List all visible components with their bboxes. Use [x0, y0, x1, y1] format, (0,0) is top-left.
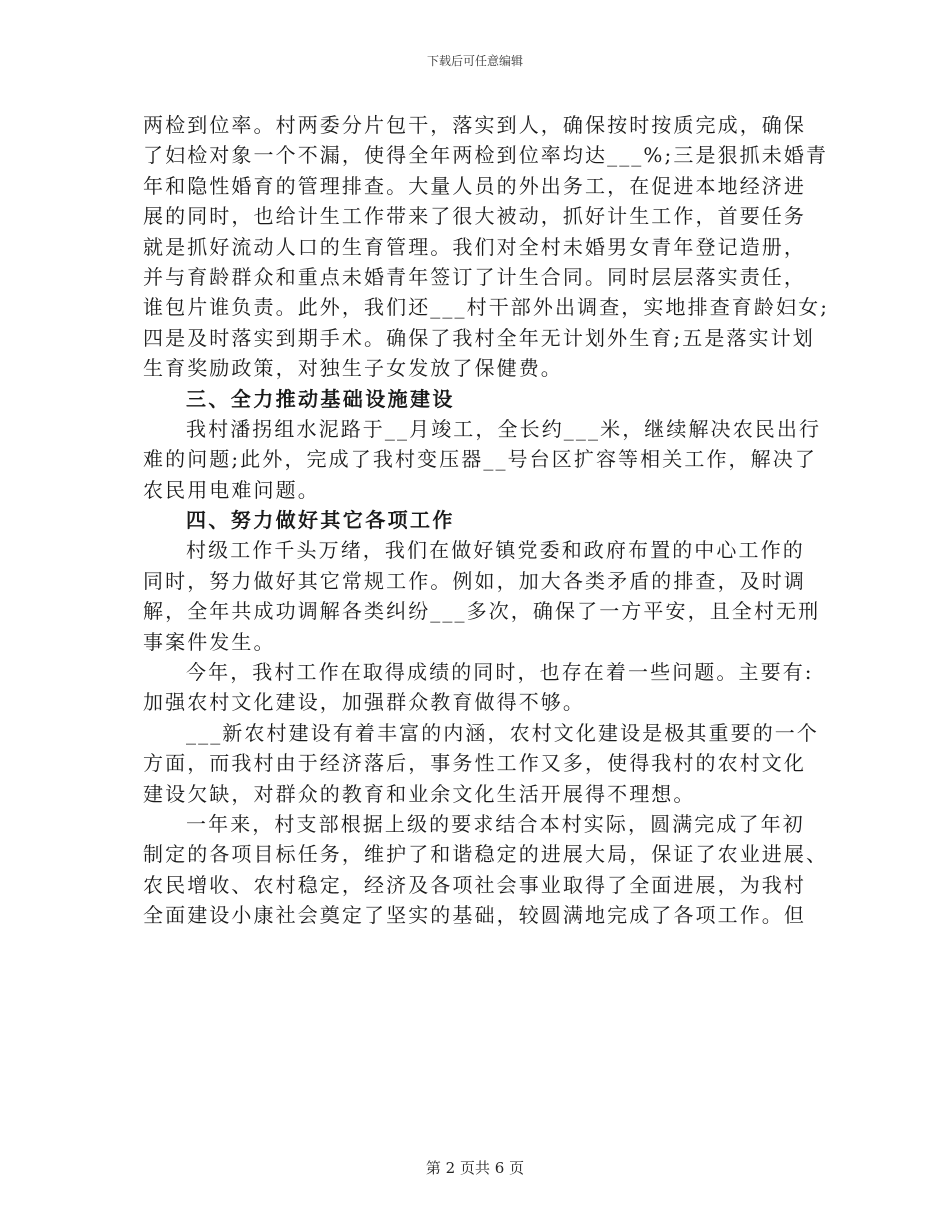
section-heading: 四、努力做好其它各项工作: [186, 508, 455, 533]
text-line: 四是及时落实到期手术。确保了我村全年无计划外生育;五是落实计划: [143, 325, 815, 350]
page-header: 下载后可任意编辑: [426, 54, 523, 68]
text-line: 加强农村文化建设，加强群众教育做得不够。: [143, 690, 585, 715]
text-line: 事案件发生。: [143, 629, 276, 654]
text-line: 同时，努力做好其它常规工作。例如，加大各类矛盾的排查，及时调: [143, 568, 806, 593]
text-line: 农民增收、农村稳定，经济及各项社会事业取得了全面进展，为我村: [143, 872, 806, 897]
text-line: 年和隐性婚育的管理排查。大量人员的外出务工，在促进本地经济进: [143, 173, 806, 198]
text-line: 两检到位率。村两委分片包干，落实到人，确保按时按质完成，确保: [143, 113, 806, 137]
text-line: 一年来，村支部根据上级的要求结合本村实际，圆满完成了年初: [186, 811, 805, 836]
text-line: 村级工作千头万绪，我们在做好镇党委和政府布置的中心工作的: [186, 538, 805, 563]
text-line: 了妇检对象一个不漏，使得全年两检到位率均达___%;三是狠抓未婚青: [143, 143, 829, 168]
text-line: 我村潘拐组水泥路于__月竣工，全长约___米，继续解决农民出行: [186, 416, 822, 441]
text-line: 方面，而我村由于经济落后，事务性工作又多，使得我村的农村文化: [143, 751, 806, 776]
text-line: 制定的各项目标任务，维护了和谐稳定的进展大局，保证了农业进展、: [143, 842, 829, 867]
page-number: 第 2 页共 6 页: [425, 1159, 525, 1177]
text-line: 谁包片谁负责。此外，我们还___村干部外出调查，实地排查育龄妇女;: [143, 295, 830, 320]
text-line: 难的问题;此外，完成了我村变压器__号台区扩容等相关工作，解决了: [143, 447, 817, 472]
text-line: 今年，我村工作在取得成绩的同时，也存在着一些问题。主要有:: [186, 660, 814, 685]
text-line: 建设欠缺，对群众的教育和业余文化生活开展得不理想。: [143, 781, 696, 806]
text-line: 就是抓好流动人口的生育管理。我们对全村未婚男女青年登记造册，: [143, 234, 806, 259]
text-line: 解，全年共成功调解各类纠纷___多次，确保了一方平安，且全村无刑: [143, 599, 821, 624]
text-line: ___新农村建设有着丰富的内涵，农村文化建设是极其重要的一个: [186, 720, 819, 745]
text-line: 展的同时，也给计生工作带来了很大被动，抓好计生工作，首要任务: [143, 204, 806, 229]
section-heading: 三、全力推动基础设施建设: [186, 386, 455, 411]
text-line: 农民用电难问题。: [143, 477, 320, 502]
text-line: 生育奖励政策，对独生子女发放了保健费。: [143, 356, 563, 381]
document-body: [143, 110, 830, 931]
text-line: 全面建设小康社会奠定了坚实的基础，较圆满地完成了各项工作。但: [143, 903, 806, 928]
text-line: 并与育龄群众和重点未婚青年签订了计生合同。同时层层落实责任，: [143, 264, 806, 289]
